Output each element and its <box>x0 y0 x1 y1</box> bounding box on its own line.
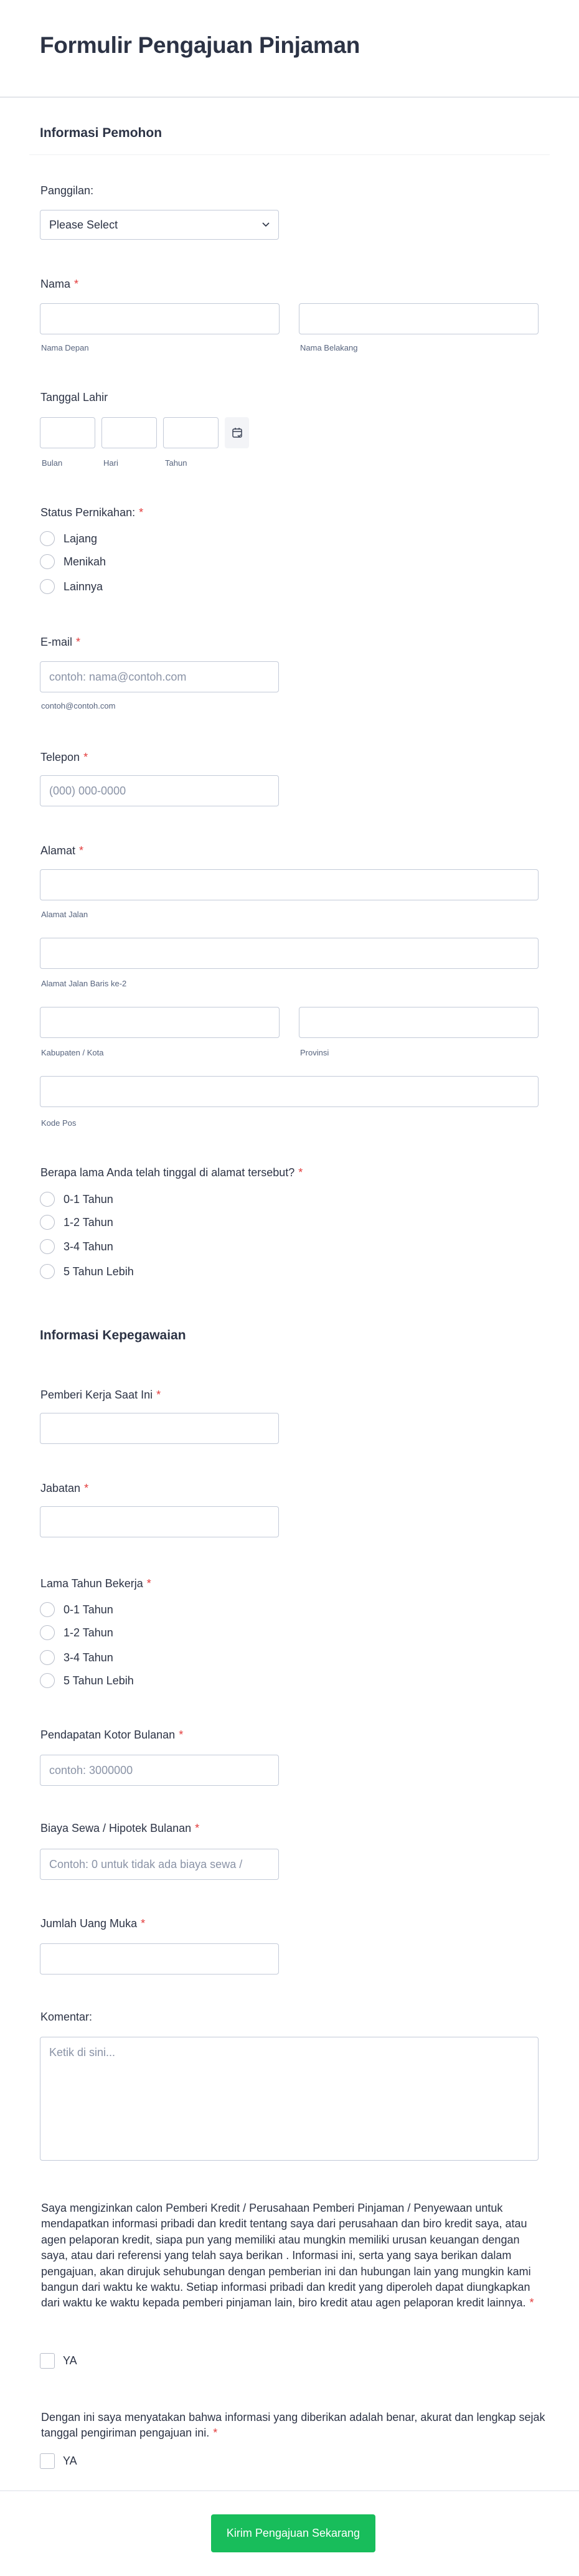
down-payment-label: Jumlah Uang Muka * <box>40 1917 146 1930</box>
radio-work-3-4[interactable]: 3-4 Tahun <box>40 1650 113 1665</box>
radio-lajang[interactable]: Lajang <box>40 531 97 546</box>
province-input[interactable] <box>299 1007 539 1038</box>
radio-work-1-2[interactable]: 1-2 Tahun <box>40 1625 113 1640</box>
birth-month-sublabel: Bulan <box>42 458 63 468</box>
radio-address-3-4[interactable]: 3-4 Tahun <box>40 1239 113 1254</box>
salutation-value: Please Select <box>49 218 118 231</box>
city-input[interactable] <box>40 1007 280 1038</box>
rent-label: Biaya Sewa / Hipotek Bulanan * <box>40 1822 200 1834</box>
radio-work-5plus[interactable]: 5 Tahun Lebih <box>40 1673 134 1688</box>
radio-address-5plus[interactable]: 5 Tahun Lebih <box>40 1264 134 1279</box>
first-name-input[interactable] <box>40 303 280 334</box>
calendar-icon <box>232 427 243 438</box>
comments-label: Komentar: <box>40 2011 93 2023</box>
birth-day-sublabel: Hari <box>103 458 118 468</box>
down-payment-input[interactable] <box>40 1943 279 1974</box>
header-divider <box>0 97 579 98</box>
radio-work-0-1[interactable]: 0-1 Tahun <box>40 1602 113 1617</box>
email-label: E-mail * <box>40 636 81 648</box>
phone-input[interactable]: (000) 000-0000 <box>40 775 279 806</box>
street2-sublabel: Alamat Jalan Baris ke-2 <box>41 979 127 988</box>
street-input[interactable] <box>40 869 539 900</box>
radio-lainnya[interactable]: Lainnya <box>40 579 103 594</box>
consent-checkbox[interactable]: YA <box>40 2353 77 2369</box>
last-name-input[interactable] <box>299 303 539 334</box>
years-address-label: Berapa lama Anda telah tinggal di alamat tersebut? * <box>40 1166 303 1179</box>
salutation-label: Panggilan: <box>40 184 94 197</box>
employer-input[interactable] <box>40 1413 279 1444</box>
first-name-sublabel: Nama Depan <box>41 343 89 352</box>
phone-label: Telepon * <box>40 751 88 763</box>
position-label: Jabatan * <box>40 1482 89 1494</box>
postal-sublabel: Kode Pos <box>41 1118 77 1128</box>
postal-input[interactable] <box>40 1076 539 1107</box>
address-label: Alamat * <box>40 844 84 857</box>
section-divider <box>29 154 550 155</box>
position-input[interactable] <box>40 1506 279 1537</box>
consent-text: Saya mengizinkan calon Pemberi Kredit / Perusahaan Pemberi Pinjaman / Penyewaan untuk mendapatkan informasi pribadi dan kredit tentang saya dari perusahaan dan biro kredit saya, atau agen pelaporan kredit, siapa pun yang memiliki atau mungkin memiliki urusan keuangan dengan saya, atau dari referensi yang telah saya berikan . Informasi ini, serta yang saya berikan dalam pengajuan, akan dirujuk sehubungan dengan pemberian ini dan hubungan lain yang mungkin kami bangun dari waktu ke waktu. Setiap informasi pribadi dan kredit yang diperoleh dapat diungkapkan dari waktu ke waktu kepada pemberi pinjaman lain, biro kredit atau agen pelaporan kredit lainnya. * <box>41 2202 534 2309</box>
employer-label: Pemberi Kerja Saat Ini * <box>40 1389 161 1401</box>
email-sublabel: contoh@contoh.com <box>41 701 116 710</box>
street-sublabel: Alamat Jalan <box>41 910 88 919</box>
name-label: Nama * <box>40 278 79 290</box>
birth-year-input[interactable] <box>163 417 219 448</box>
declaration-text: Dengan ini saya menyatakan bahwa informasi yang diberikan adalah benar, akurat dan lengkap sejak tanggal pengiriman pengajuan ini. * <box>41 2411 545 2440</box>
chevron-down-icon <box>262 222 270 227</box>
last-name-sublabel: Nama Belakang <box>300 343 358 352</box>
birthdate-label: Tanggal Lahir <box>40 391 108 403</box>
comments-textarea[interactable]: Ketik di sini... <box>40 2037 539 2161</box>
birth-day-input[interactable] <box>101 417 157 448</box>
email-input[interactable]: contoh: nama@contoh.com <box>40 661 279 692</box>
province-sublabel: Provinsi <box>300 1048 329 1057</box>
salutation-select[interactable] <box>40 210 279 240</box>
street2-input[interactable] <box>40 938 539 969</box>
footer-divider <box>0 2490 579 2491</box>
rent-input[interactable]: Contoh: 0 untuk tidak ada biaya sewa / <box>40 1849 279 1880</box>
income-input[interactable]: contoh: 3000000 <box>40 1755 279 1786</box>
form-title: Formulir Pengajuan Pinjaman <box>40 32 360 58</box>
radio-menikah[interactable]: Menikah <box>40 554 106 569</box>
radio-address-0-1[interactable]: 0-1 Tahun <box>40 1192 113 1207</box>
birth-month-input[interactable] <box>40 417 95 448</box>
section-employment: Informasi Kepegawaian <box>40 1328 186 1342</box>
years-work-label: Lama Tahun Bekerja * <box>40 1577 151 1590</box>
calendar-button[interactable] <box>225 417 249 448</box>
city-sublabel: Kabupaten / Kota <box>41 1048 104 1057</box>
radio-address-1-2[interactable]: 1-2 Tahun <box>40 1215 113 1230</box>
section-applicant: Informasi Pemohon <box>40 126 162 140</box>
declaration-checkbox[interactable]: YA <box>40 2453 77 2469</box>
income-label: Pendapatan Kotor Bulanan * <box>40 1729 184 1741</box>
birth-year-sublabel: Tahun <box>165 458 187 468</box>
marital-label: Status Pernikahan: * <box>40 506 144 519</box>
submit-button[interactable]: Kirim Pengajuan Sekarang <box>211 2514 375 2552</box>
